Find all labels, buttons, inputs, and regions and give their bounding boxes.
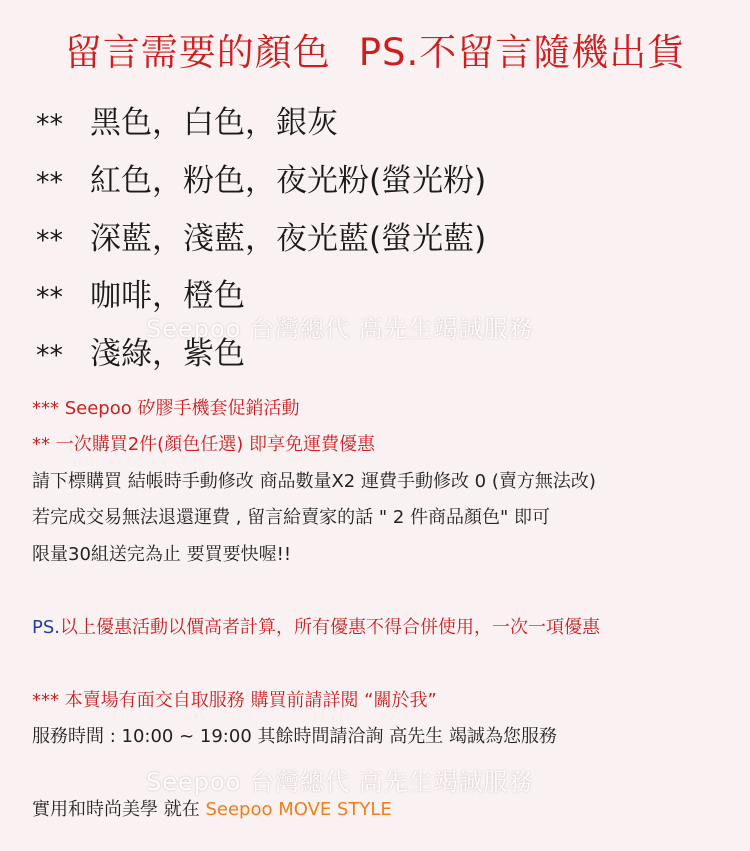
page-title bbox=[0, 22, 750, 76]
promo-note: 若完成交易無法退還運費 , 留言給賣家的話 " 2 件商品顏色" 即可 bbox=[32, 507, 551, 528]
color-line-text: 深藍，淺藍，夜光藍(螢光藍) bbox=[90, 221, 487, 257]
color-line-stars: ** bbox=[36, 167, 63, 198]
ps-notice-prefix: PS. bbox=[32, 617, 61, 638]
color-line-stars: ** bbox=[36, 340, 63, 371]
color-line-text: 紅色，粉色，夜光粉(螢光粉) bbox=[90, 163, 487, 199]
color-line-text: 淺綠，紫色 bbox=[90, 336, 245, 372]
title-main: 留言需要的顏色 bbox=[64, 31, 331, 74]
color-option-line bbox=[36, 155, 486, 200]
ps-notice-text: 以上優惠活動以價高者計算，所有優惠不得合併使用，一次一項優惠 bbox=[60, 617, 601, 638]
footer-slogan bbox=[32, 795, 392, 821]
service-hours: 服務時間 : 10:00 ~ 19:00 其餘時間請洽詢 高先生 竭誠為您服務 bbox=[32, 726, 557, 747]
watermark-text: Seepoo 台灣總代 高先生竭誠服務 bbox=[146, 768, 534, 796]
footer-text: 實用和時尚美學 就在 bbox=[32, 799, 206, 820]
color-line-stars: ** bbox=[36, 282, 63, 313]
footer-brand: Seepoo MOVE STYLE bbox=[205, 799, 392, 820]
promo-offer: ** 一次購買2件(顏色任選) 即享免運費優惠 bbox=[32, 434, 375, 455]
color-option-line bbox=[36, 97, 338, 142]
color-option-line bbox=[36, 213, 486, 258]
color-line-stars: ** bbox=[36, 109, 63, 140]
watermark-text: Seepoo 台灣總代 高先生竭誠服務 bbox=[146, 315, 534, 343]
promo-instruction: 請下標購買 結帳時手動修改 商品數量X2 運費手動修改 0 (賣方無法改) bbox=[32, 471, 596, 492]
promo-limit: 限量30組送完為止 要買要快喔!! bbox=[32, 544, 292, 565]
color-line-stars: ** bbox=[36, 225, 63, 256]
pickup-service-notice: *** 本賣場有面交自取服務 購買前請詳閱 “關於我” bbox=[32, 690, 437, 711]
title-ps-note: PS.不留言隨機出貨 bbox=[358, 31, 686, 74]
promo-headline: *** Seepoo 矽膠手機套促銷活動 bbox=[32, 398, 300, 419]
color-line-text: 咖啡，橙色 bbox=[90, 278, 245, 314]
color-line-text: 黑色，白色，銀灰 bbox=[90, 105, 338, 141]
ps-notice bbox=[32, 613, 600, 639]
